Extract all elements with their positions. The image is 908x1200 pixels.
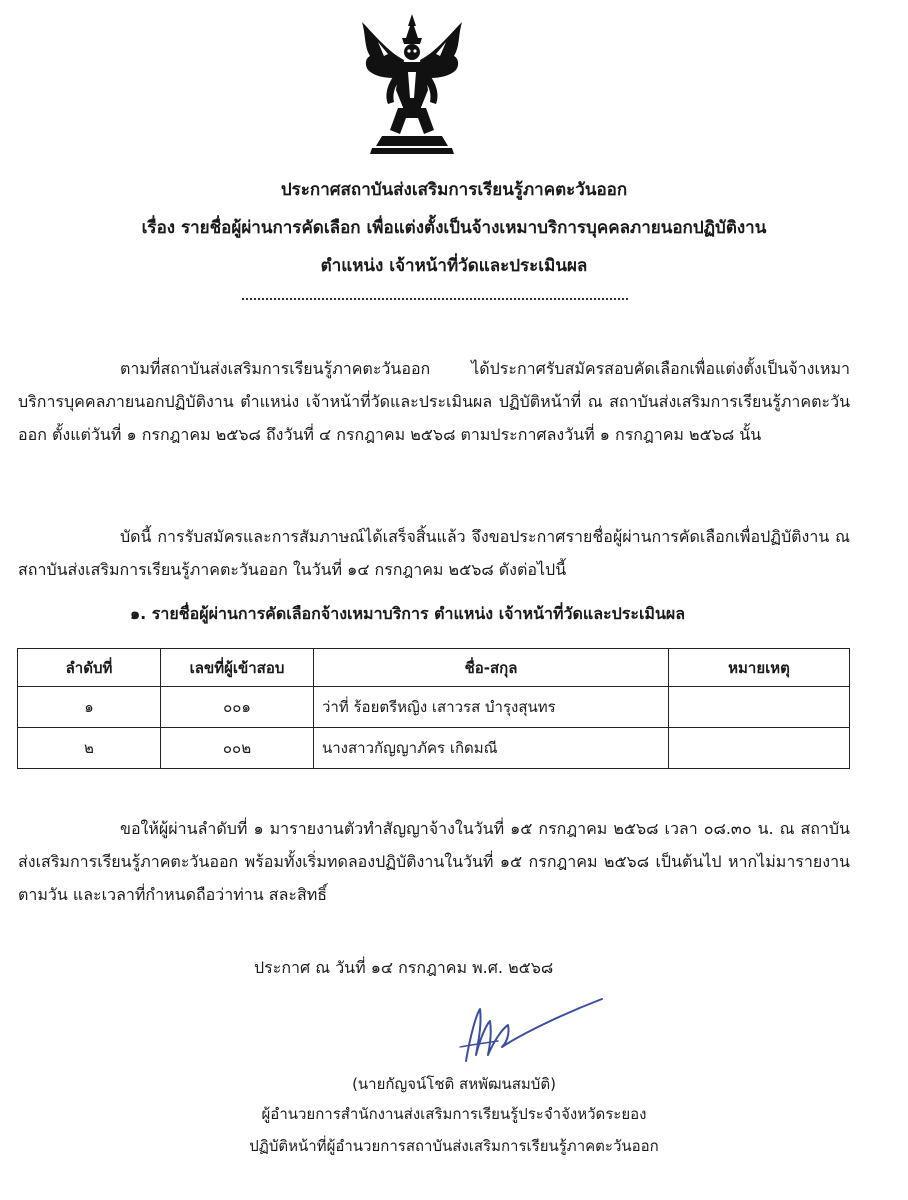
announcement-subject: เรื่อง รายชื่อผู้ผ่านการคัดเลือก เพื่อแต่งตั้งเป็นจ้างเหมาบริการบุคคลภายนอกปฏิบัติงาน	[141, 218, 767, 238]
table-row	[18, 728, 850, 769]
announcement-title: ประกาศสถาบันส่งเสริมการเรียนรู้ภาคตะวันออก	[280, 180, 628, 200]
paragraph-announcement-text: บัดนี้ การรับสมัครและการสัมภาษณ์ได้เสร็จสิ้นแล้ว จึงขอประกาศรายชื่อผู้ผ่านการคัดเลือกเพื่อปฏิบัติงาน ณ สถาบันส่งเสริมการเรียนรู้ภาคตะวันออก ในวันที่ ๑๔ กรกฎาคม ๒๕๖๘ ดังต่อไปนี้	[18, 527, 850, 579]
garuda-emblem-icon	[358, 12, 466, 157]
header-full-name: ชื่อ-สกุล	[314, 649, 669, 687]
candidate-table	[17, 648, 850, 769]
paragraph-intro-text: ตามที่สถาบันส่งเสริมการเรียนรู้ภาคตะวันออก ได้ประกาศรับสมัครสอบคัดเลือกเพื่อแต่งตั้งเป็นจ้างเหมาบริการบุคคลภายนอกปฏิบัติงาน ตำแหน่ง เจ้าหน้าที่วัดและประเมินผล ปฏิบัติหน้าที่ ณ สถาบันส่งเสริมการเรียนรู้ภาคตะวันออก ตั้งแต่วันที่ ๑ กรกฎาคม ๒๕๖๘ ถึงวันที่ ๔ กรกฎาคม ๒๕๖๘ ตามประกาศลงวันที่ ๑ กรกฎาคม ๒๕๖๘ นั้น	[18, 359, 850, 444]
paragraph-announcement	[18, 520, 850, 586]
cell-order: ๑	[18, 687, 161, 728]
header-exam-number: เลขที่ผู้เข้าสอบ	[161, 649, 314, 687]
cell-full-name: นางสาวกัญญาภัคร เกิดมณี	[314, 728, 669, 769]
cell-exam-number: ๐๐๑	[161, 687, 314, 728]
header-remarks: หมายเหตุ	[669, 649, 850, 687]
header-order: ลำดับที่	[18, 649, 161, 687]
signatory-acting-title: ปฏิบัติหน้าที่ผู้อำนวยการสถาบันส่งเสริมการเรียนรู้ภาคตะวันออก	[249, 1137, 659, 1155]
cell-remarks	[669, 728, 850, 769]
paragraph-intro	[18, 352, 850, 451]
table-header-row	[18, 649, 850, 687]
cell-order: ๒	[18, 728, 161, 769]
dotted-divider	[242, 298, 628, 300]
signatory-name: (นายกัญจน์โชติ สหพัฒนสมบัติ)	[352, 1075, 556, 1093]
announcement-position: ตำแหน่ง เจ้าหน้าที่วัดและประเมินผล	[320, 256, 588, 276]
table-row	[18, 687, 850, 728]
cell-exam-number: ๐๐๒	[161, 728, 314, 769]
cell-full-name: ว่าที่ ร้อยตรีหญิง เสาวรส บำรุงสุนทร	[314, 687, 669, 728]
announcement-date: ประกาศ ณ วันที่ ๑๔ กรกฎาคม พ.ศ. ๒๕๖๘	[254, 958, 554, 977]
paragraph-report-instructions	[18, 812, 850, 911]
signatory-title: ผู้อำนวยการสำนักงานส่งเสริมการเรียนรู้ประจำจังหวัดระยอง	[261, 1105, 647, 1123]
section-heading: ๑. รายชื่อผู้ผ่านการคัดเลือกจ้างเหมาบริการ ตำแหน่ง เจ้าหน้าที่วัดและประเมินผล	[130, 604, 686, 623]
paragraph-report-instructions-text: ขอให้ผู้ผ่านลำดับที่ ๑ มารายงานตัวทำสัญญาจ้างในวันที่ ๑๕ กรกฎาคม ๒๕๖๘ เวลา ๐๘.๓๐ น. ณ สถาบันส่งเสริมการเรียนรู้ภาคตะวันออก พร้อมทั้งเริ่มทดลองปฏิบัติงานในวันที่ ๑๕ กรกฎาคม ๒๕๖๘ เป็นต้นไป หากไม่มารายงานตามวัน และเวลาที่กำหนดถือว่าท่าน สละสิทธิ์	[18, 819, 850, 904]
cell-remarks	[669, 687, 850, 728]
handwritten-signature	[440, 985, 620, 1075]
